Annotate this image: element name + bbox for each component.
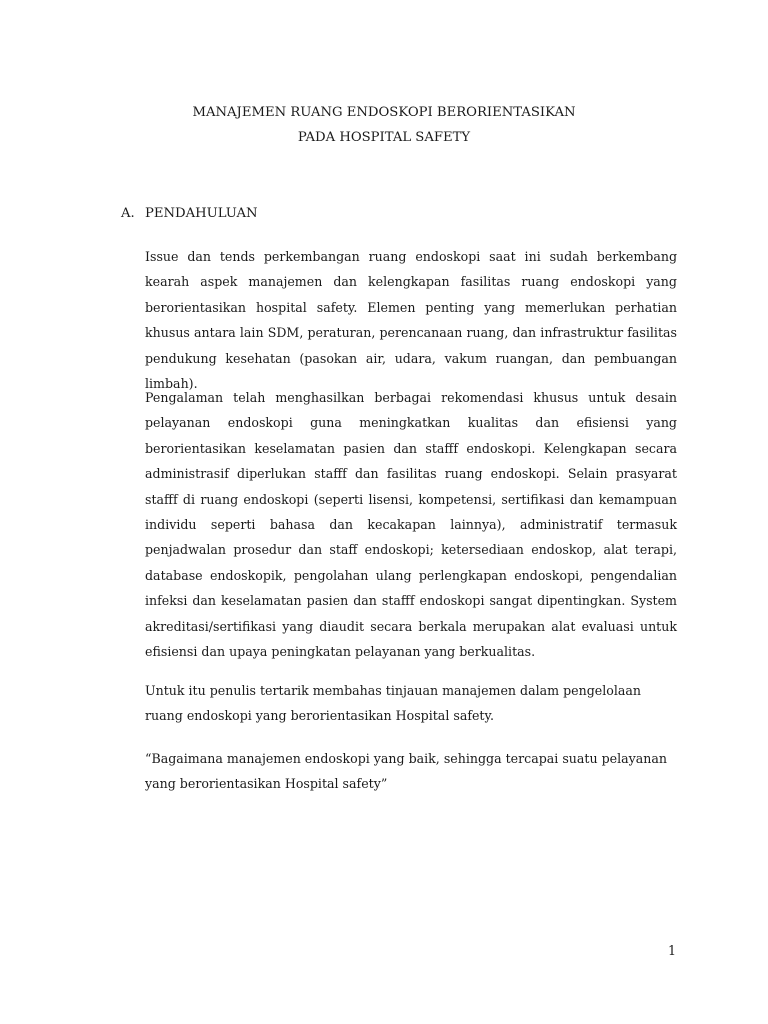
document-title-line-2: PADA HOSPITAL SAFETY <box>297 130 471 145</box>
paragraph-purpose: Untuk itu penulis tertarik membahas tinjauan manajemen dalam pengelolaan ruang endoskopi yang berorientasikan Hospital safety. <box>145 683 642 724</box>
section-title: PENDAHULUAN <box>145 206 258 221</box>
document-title-line-1: MANAJEMEN RUANG ENDOSKOPI BERORIENTASIKAN <box>192 105 576 120</box>
paragraph-intro: Issue dan tends perkembangan ruang endoskopi saat ini sudah berkembang kearah aspek manajemen dan kelengkapan fasilitas ruang endoskopi yang berorientasikan hospital safety. Elemen penting yang memerlukan perhatian khusus antara lain SDM, peraturan, perencanaan ruang, dan infrastruktur fasilitas pendukung kesehatan (pasokan air, udara, vakum ruangan, dan pembuangan limbah). <box>145 249 677 392</box>
paragraph-research-question: “Bagaimana manajemen endoskopi yang baik, sehingga tercapai suatu pelayanan yang berorientasikan Hospital safety” <box>145 751 667 792</box>
section-letter: A. <box>121 206 135 221</box>
paragraph-experience: Pengalaman telah menghasilkan berbagai rekomendasi khusus untuk desain pelayanan endoskopi guna meningkatkan kualitas dan efisiensi yang berorientasikan keselamatan pasien dan stafff endoskopi. Kelengkapan secara administrasif diperlukan stafff dan fasilitas ruang endoskopi. Selain prasyarat stafff di ruang endoskopi (seperti lisensi, kompetensi, sertifikasi dan kemampuan individu seperti bahasa dan kecakapan lainnya), administratif termasuk penjadwalan prosedur dan staff endoskopi; ketersediaan endoskop, alat terapi, database endoskopik, pengolahan ulang perlengkapan endoskopi, pengendalian infeksi dan keselamatan pasien dan stafff endoskopi sangat dipentingkan. System akreditasi/sertifikasi yang diaudit secara berkala merupakan alat evaluasi untuk efisiensi dan upaya peningkatan pelayanan yang berkualitas. <box>145 390 677 660</box>
page-number: 1 <box>667 943 676 958</box>
section-heading <box>121 207 258 220</box>
